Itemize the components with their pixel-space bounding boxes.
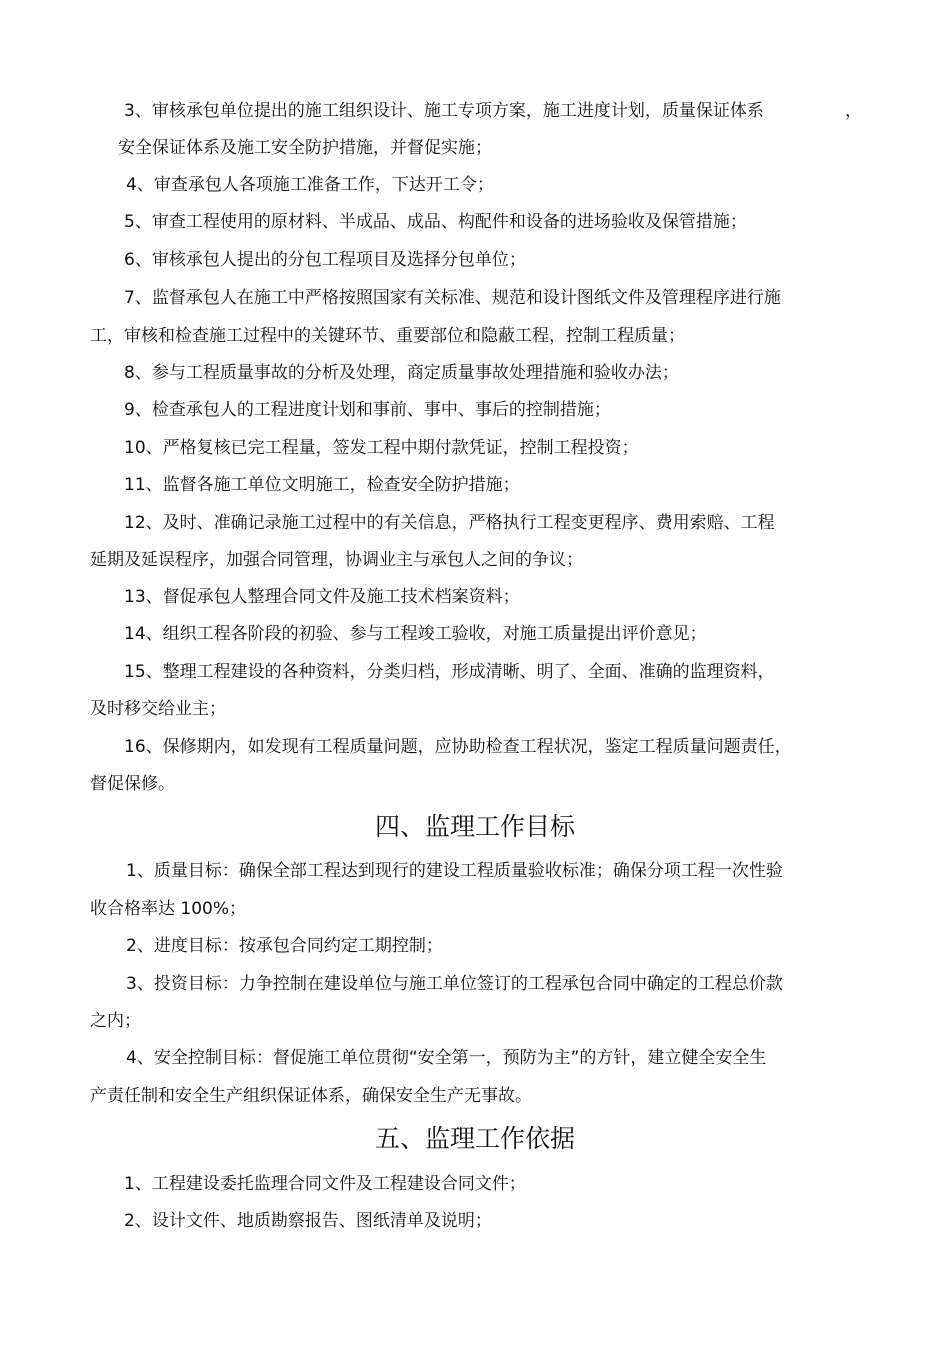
list-item-5: 5、审查工程使用的原材料、半成品、成品、构配件和设备的进场验收及保管措施； (124, 212, 747, 232)
basis-item-1: 1、工程建设委托监理合同文件及工程建设合同文件； (124, 1174, 526, 1194)
list-item-7-line-2: 工，审核和检查施工过程中的关键环节、重要部位和隐蔽工程，控制工程质量； (90, 326, 685, 346)
list-item-9: 9、检查承包人的工程进度计划和事前、事中、事后的控制措施； (124, 400, 611, 420)
goal-item-3-line-2: 之内； (90, 1011, 141, 1031)
list-item-3-trailing-comma: ， (845, 101, 862, 121)
goal-item-4-line-2: 产责任制和安全生产组织保证体系，确保安全生产无事故。 (90, 1086, 532, 1106)
goal-item-1-line-2: 收合格率达 100%； (90, 899, 247, 919)
goal-item-1-line-1: 1、质量目标：确保全部工程达到现行的建设工程质量验收标准；确保分项工程一次性验 (126, 861, 783, 881)
list-item-4: 4、审查承包人各项施工准备工作，下达开工令； (126, 175, 494, 195)
list-item-13: 13、督促承包人整理合同文件及施工技术档案资料； (124, 587, 520, 607)
section-4-heading: 四、监理工作目标 (374, 812, 575, 841)
list-item-3-line-2: 安全保证体系及施工安全防护措施，并督促实施； (118, 138, 492, 158)
list-item-3-line-1: 3、审核承包单位提出的施工组织设计、施工专项方案，施工进度计划，质量保证体系 (124, 101, 764, 121)
goal-item-3-line-1: 3、投资目标：力争控制在建设单位与施工单位签订的工程承包合同中确定的工程总价款 (126, 974, 783, 994)
list-item-16-line-2: 督促保修。 (90, 774, 175, 794)
list-item-16-line-1: 16、保修期内，如发现有工程质量问题，应协助检查工程状况，鉴定工程质量问题责任， (124, 737, 792, 757)
goal-item-4-line-1: 4、安全控制目标：督促施工单位贯彻“安全第一，预防为主”的方针，建立健全安全生 (126, 1048, 767, 1068)
list-item-11: 11、监督各施工单位文明施工，检查安全防护措施； (124, 475, 520, 495)
list-item-15-line-2: 及时移交给业主； (90, 699, 226, 719)
list-item-14: 14、组织工程各阶段的初验、参与工程竣工验收，对施工质量提出评价意见； (124, 624, 707, 644)
goal-item-2: 2、进度目标：按承包合同约定工期控制； (126, 936, 443, 956)
section-5-heading: 五、监理工作依据 (374, 1124, 575, 1153)
list-item-12-line-2: 延期及延误程序，加强合同管理，协调业主与承包人之间的争议； (90, 550, 583, 570)
list-item-15-line-1: 15、整理工程建设的各种资料，分类归档，形成清晰、明了、全面、准确的监理资料， (124, 662, 775, 682)
list-item-12-line-1: 12、及时、准确记录施工过程中的有关信息，严格执行工程变更程序、费用索赔、工程 (124, 513, 775, 533)
basis-item-2: 2、设计文件、地质勘察报告、图纸清单及说明； (124, 1211, 492, 1231)
list-item-7-line-1: 7、监督承包人在施工中严格按照国家有关标准、规范和设计图纸文件及管理程序进行施 (124, 288, 781, 308)
list-item-6: 6、审核承包人提出的分包工程项目及选择分包单位； (124, 250, 526, 270)
list-item-8: 8、参与工程质量事故的分析及处理，商定质量事故处理措施和验收办法； (124, 363, 679, 383)
list-item-10: 10、严格复核已完工程量，签发工程中期付款凭证，控制工程投资； (124, 438, 639, 458)
